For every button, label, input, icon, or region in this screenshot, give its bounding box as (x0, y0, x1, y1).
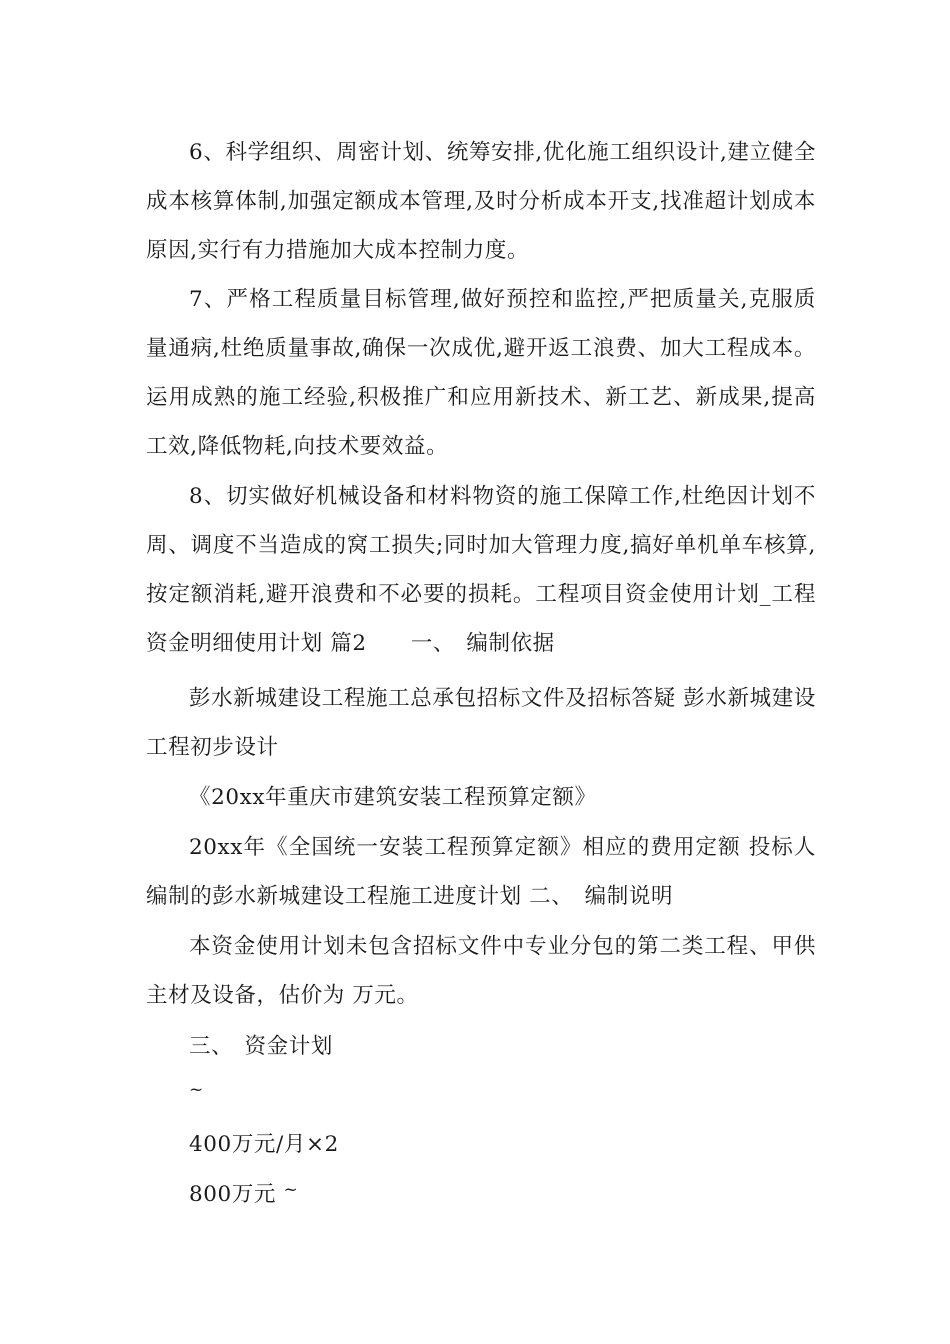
total-line (189, 1170, 298, 1221)
paragraph-7: 7、严格工程质量目标管理,做好预控和监控,严把质量关,克服质量通病,杜绝质量事故,确保一次成优,避开返工浪费、加大工程成本。运用成熟的施工经验,积极推广和应用新技术、新工艺、新成果,提高工效,降低物耗,向技术要效益。 (146, 287, 816, 459)
total-tilde: ~ (283, 1180, 299, 1200)
section-3-heading: 三、 资金计划 (189, 1034, 333, 1059)
tilde-mark: ~ (189, 1080, 204, 1100)
paragraph-fund-note: 本资金使用计划未包含招标文件中专业分包的第二类工程、甲供主材及设备，估价为 万元。 (146, 934, 816, 1008)
paragraph-chongqing-quota: 《20xx年重庆市建筑安装工程预算定额》 (189, 785, 597, 810)
tilde-line (189, 1070, 204, 1121)
total-value: 800万元 (189, 1182, 277, 1207)
paragraph-8: 8、切实做好机械设备和材料物资的施工保障工作,杜绝因计划不周、调度不当造成的窝工损失;同时加大管理力度,搞好单机单车核算,按定额消耗,避开浪费和不必要的损耗。工程项目资金使用计划_工程资金明细使用计划 篇2 一、 编制依据 (146, 484, 816, 656)
rate-line: 400万元/月×2 (189, 1132, 339, 1157)
paragraph-basis-docs: 彭水新城建设工程施工总承包招标文件及招标答疑 彭水新城建设工程初步设计 (146, 686, 816, 760)
paragraph-national-quota: 20xx年《全国统一安装工程预算定额》相应的费用定额 投标人编制的彭水新城建设工程施工进度计划 二、 编制说明 (146, 835, 816, 909)
paragraph-6: 6、科学组织、周密计划、统筹安排,优化施工组织设计,建立健全成本核算体制,加强定额成本管理,及时分析成本开支,找准超计划成本原因,实行有力措施加大成本控制力度。 (146, 140, 816, 263)
